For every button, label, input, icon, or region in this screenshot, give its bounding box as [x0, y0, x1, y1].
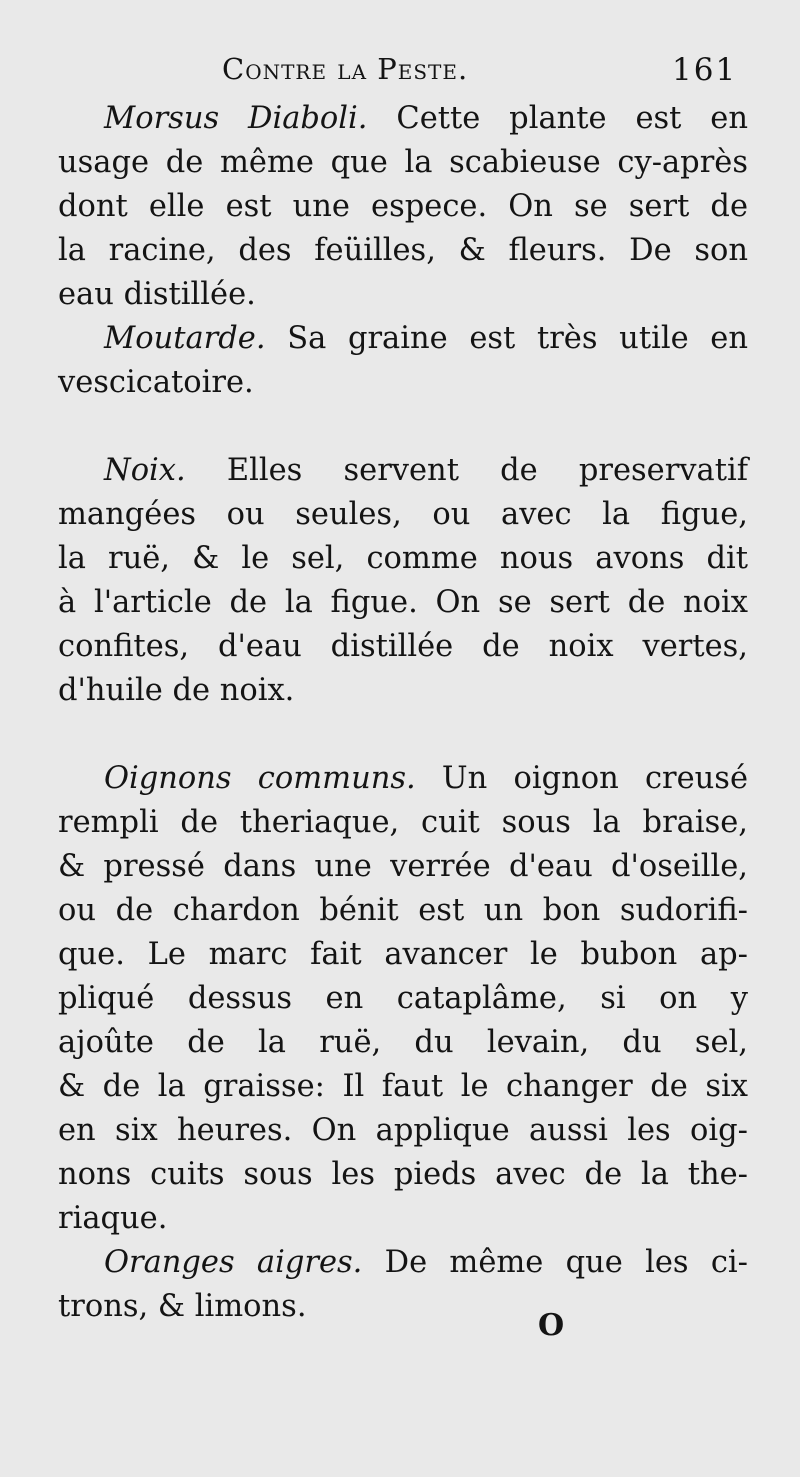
text-line: dont elle est une espece. On se sert de [58, 189, 748, 224]
text-line: usage de même que la scabieuse cy-après [58, 145, 748, 180]
entry-text: De même que les ci- [362, 1245, 748, 1280]
text-line: la racine, des feüilles, & fleurs. De son [58, 233, 748, 268]
text-line: riaque. [58, 1201, 168, 1236]
text-line: nons cuits sous les pieds avec de la the- [58, 1157, 748, 1192]
entry-term: Oignons communs. [104, 761, 416, 796]
paragraph-gap [58, 713, 748, 757]
text-line: que. Le marc fait avancer le bubon ap- [58, 937, 748, 972]
entry-text: Elles servent de preservatif [185, 453, 748, 488]
text-line: d'huile de noix. [58, 673, 295, 708]
text-line: ajoûte de la ruë, du levain, du sel, [58, 1025, 748, 1060]
text-line [58, 1241, 748, 1285]
text-line: mangées ou seules, ou avec la figue, [58, 497, 748, 532]
entry-term: Moutarde. [104, 321, 266, 356]
running-title: Contre la Peste. [222, 52, 469, 86]
text-line [58, 317, 748, 361]
catchword: O [538, 1308, 565, 1343]
entry-text: Cette plante est en [367, 101, 748, 136]
entry-oignons [58, 757, 748, 1241]
body-text [58, 97, 748, 1329]
text-line: & de la graisse: Il faut le changer de six [58, 1069, 748, 1104]
text-line [58, 449, 748, 493]
paragraph-gap [58, 405, 748, 449]
entry-text: Un oignon creusé [415, 761, 749, 796]
text-line [58, 97, 748, 141]
text-line: trons, & limons. [58, 1289, 307, 1324]
entry-oranges-aigres [58, 1241, 748, 1329]
entry-term: Noix. [104, 453, 186, 488]
entry-moutarde [58, 317, 748, 405]
page-header [0, 44, 800, 104]
text-line: à l'article de la figue. On se sert de noix [58, 585, 748, 620]
text-line: rempli de theriaque, cuit sous la braise, [58, 805, 748, 840]
entry-morsus-diaboli [58, 97, 748, 317]
text-line: la ruë, & le sel, comme nous avons dit [58, 541, 748, 576]
text-line: eau distillée. [58, 277, 256, 312]
text-line: ou de chardon bénit est un bon sudorifi- [58, 893, 748, 928]
entry-term: Morsus Diaboli. [104, 101, 368, 136]
entry-text: Sa graine est très utile en [265, 321, 748, 356]
text-line: pliqué dessus en cataplâme, si on y [58, 981, 748, 1016]
page-number: 161 [672, 52, 738, 88]
text-line: & pressé dans une verrée d'eau d'oseille, [58, 849, 748, 884]
text-line: vescicatoire. [58, 365, 254, 400]
text-line: confites, d'eau distillée de noix vertes, [58, 629, 748, 664]
entry-term: Oranges aigres. [104, 1245, 363, 1280]
entry-noix [58, 449, 748, 713]
text-line [58, 757, 748, 801]
text-line: en six heures. On applique aussi les oig- [58, 1113, 748, 1148]
